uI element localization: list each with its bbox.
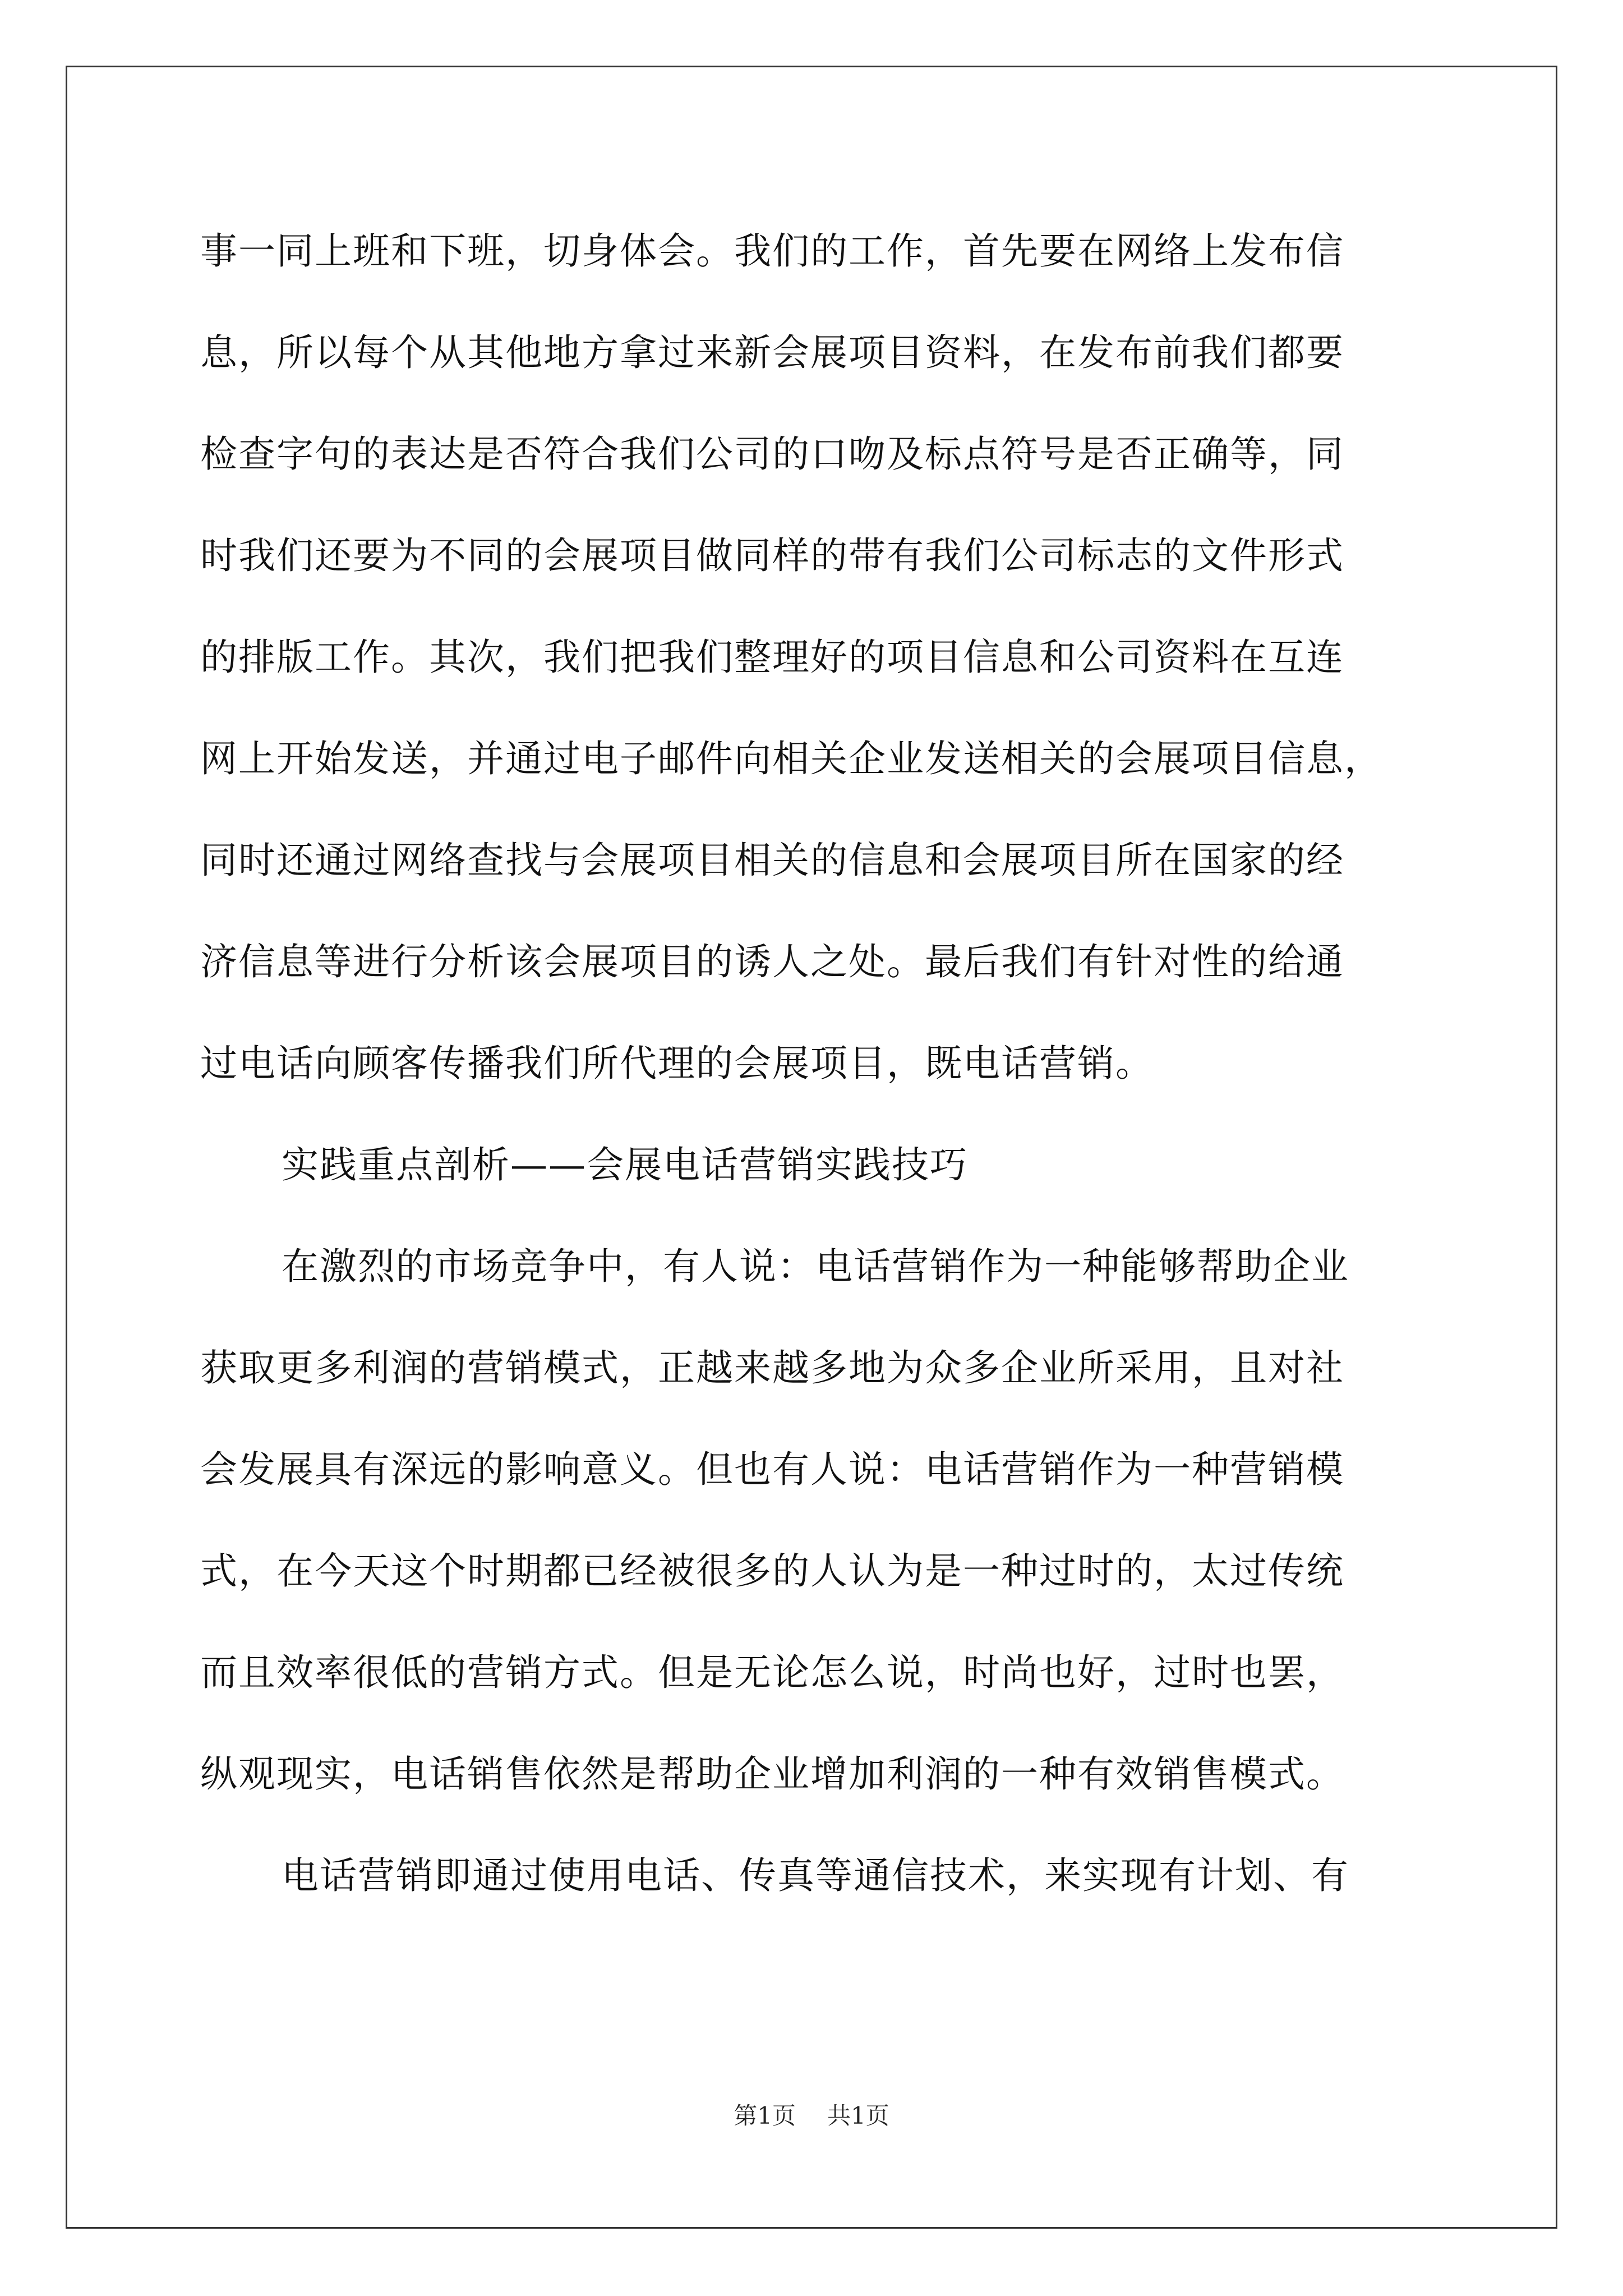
text-line: 过电话向顾客传播我们所代理的会展项目，既电话营销。 [200, 1042, 1154, 1085]
text-line: 而且效率很低的营销方式。但是无论怎么说，时尚也好，过时也罢， [200, 1651, 1344, 1694]
text-line: 获取更多利润的营销模式，正越来越多地为众多企业所采用，且对社 [200, 1346, 1344, 1389]
text-line: 同时还通过网络查找与会展项目相关的信息和会展项目所在国家的经 [200, 839, 1344, 882]
text-line: 网上开始发送，并通过电子邮件向相关企业发送相关的会展项目信息， [200, 737, 1382, 780]
text-line: 济信息等进行分析该会展项目的诱人之处。最后我们有针对性的给通 [200, 940, 1344, 983]
text-line: 会发展具有深远的影响意义。但也有人说：电话营销作为一种营销模 [200, 1448, 1344, 1491]
text-line: 式，在今天这个时期都已经被很多的人认为是一种过时的，太过传统 [200, 1549, 1344, 1593]
text-line: 电话营销即通过使用电话、传真等通信技术，来实现有计划、有 [282, 1854, 1349, 1897]
text-line: 的排版工作。其次，我们把我们整理好的项目信息和公司资料在互连 [200, 636, 1344, 679]
text-line: 在激烈的市场竞争中，有人说：电话营销作为一种能够帮助企业 [282, 1245, 1349, 1288]
text-line: 事一同上班和下班，切身体会。我们的工作，首先要在网络上发布信 [200, 229, 1344, 273]
text-line: 时我们还要为不同的会展项目做同样的带有我们公司标志的文件形式 [200, 534, 1344, 577]
document-body [200, 218, 1423, 1944]
page-footer [0, 2099, 1623, 2133]
text-line: 息，所以每个从其他地方拿过来新会展项目资料，在发布前我们都要 [200, 331, 1344, 374]
text-line: 纵观现实，电话销售依然是帮助企业增加利润的一种有效销售模式。 [200, 1752, 1344, 1796]
text-line: 检查字句的表达是否符合我们公司的口吻及标点符号是否正确等，同 [200, 432, 1344, 476]
section-heading: 实践重点剖析——会展电话营销实践技巧 [282, 1143, 968, 1186]
page-number-current: 第1页 [734, 2102, 796, 2129]
page-number-total: 共1页 [827, 2102, 889, 2129]
